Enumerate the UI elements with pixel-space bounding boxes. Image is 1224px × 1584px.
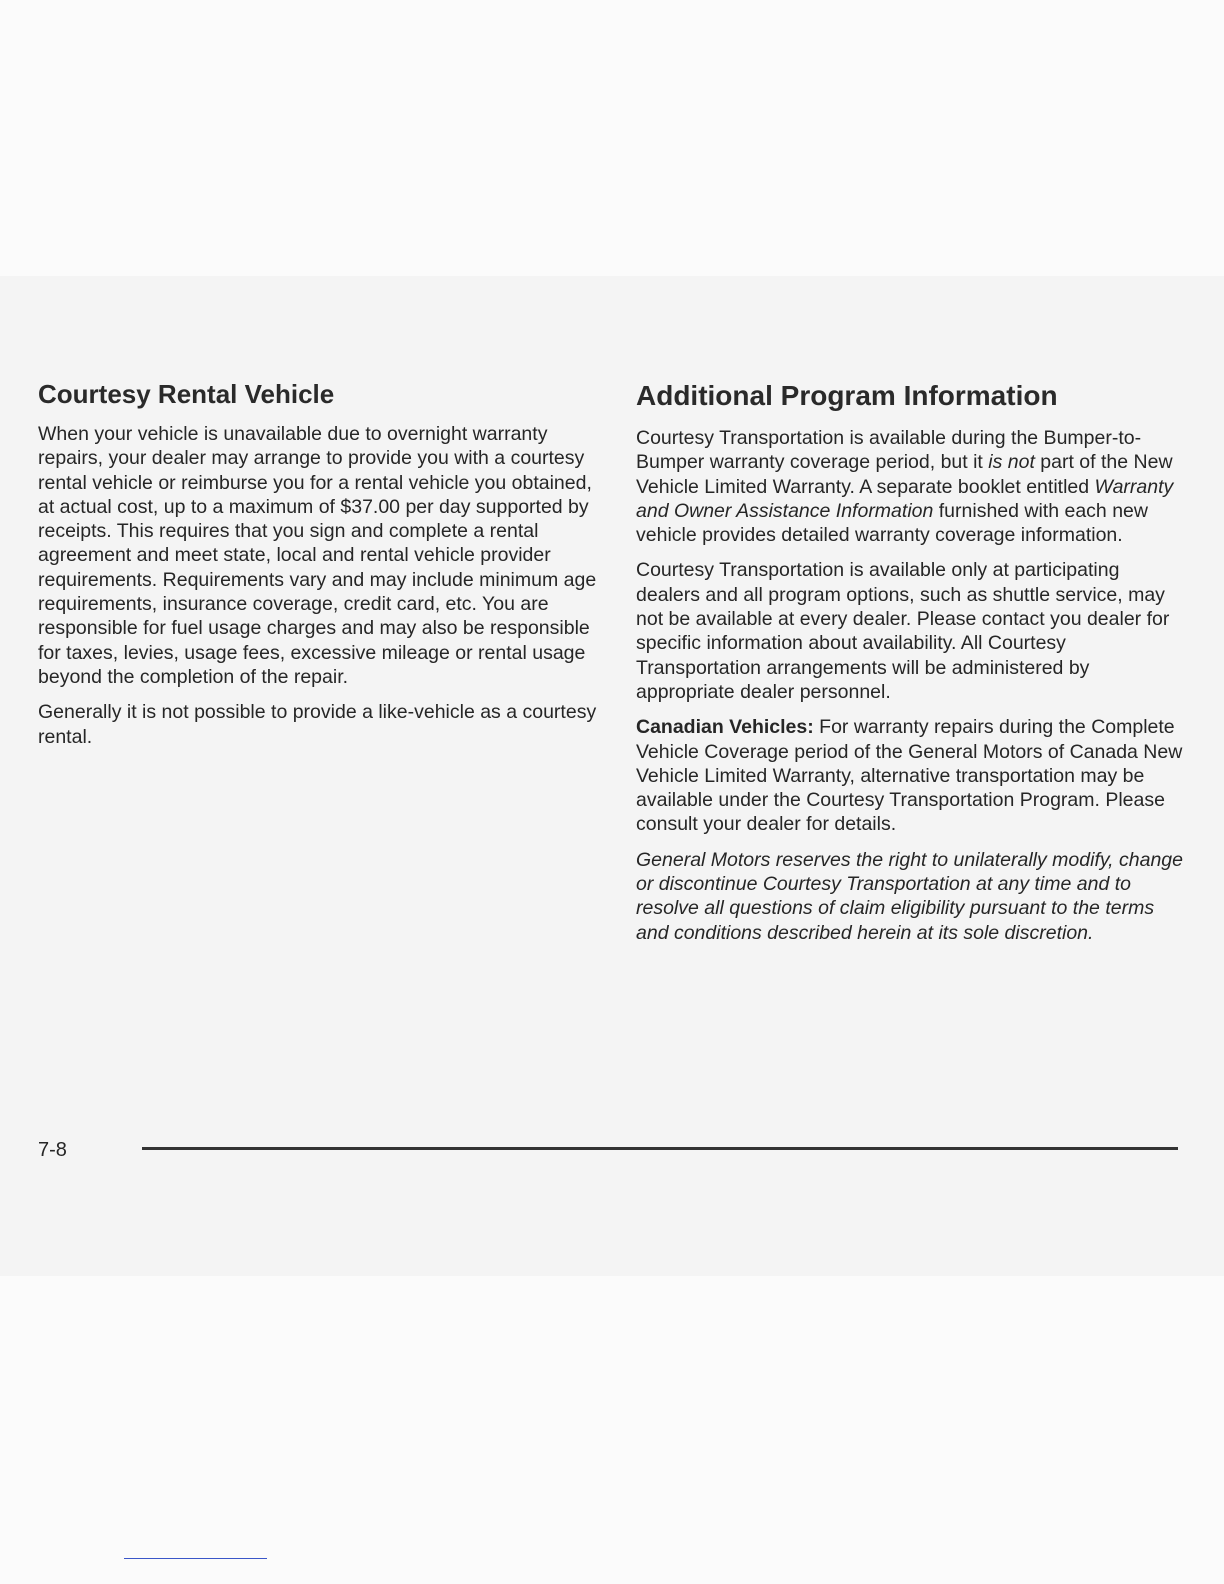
additional-program-heading: Additional Program Information: [636, 380, 1058, 411]
coverage-text-a: Courtesy Transportation is available during the Bumper-to-Bumper warranty coverage period, but it: [636, 427, 1142, 474]
canadian-vehicles-label: Canadian Vehicles:: [636, 716, 814, 739]
coverage-text-b: part of the New Vehicle Limited Warranty. A separate booklet entitled: [636, 451, 1173, 498]
coverage-paragraph: [636, 426, 1184, 547]
participating-dealers-paragraph: Courtesy Transportation is available only at participating dealers and all program options, such as shuttle service, may not be available at every dealer. Please contact you dealer for specific information about availability. All Courtesy Transportation arrangements will be administered by appropriate dealer personnel.: [636, 559, 1170, 703]
coverage-text-c: furnished with each new vehicle provides detailed warranty coverage information.: [636, 499, 1148, 547]
courtesy-rental-heading: Courtesy Rental Vehicle: [38, 379, 335, 409]
page-number: 7-8: [38, 1139, 67, 1161]
like-vehicle-paragraph: Generally it is not possible to provide a like-vehicle as a courtesy rental.: [38, 701, 597, 748]
canadian-vehicles-text: For warranty repairs during the Complete Vehicle Coverage period of the General Motors of Canada New Vehicle Limited Warranty, alternative transportation may be available under the Courtesy Transportation Program. Please consult your dealer for details.: [636, 716, 1183, 836]
gm-reserves-paragraph: General Motors reserves the right to unilaterally modify, change or discontinue Courtesy Transportation at any time and to resolve all questions of claim eligibility pursuant to the terms and conditions described herein at its sole discretion.: [636, 848, 1183, 944]
is-not-emphasis: is not: [988, 451, 1035, 474]
right-column: [636, 378, 1184, 956]
canadian-vehicles-paragraph: [636, 715, 1184, 836]
courtesy-rental-paragraph: When your vehicle is unavailable due to overnight warranty repairs, your dealer may arrange to provide you with a courtesy rental vehicle or reimburse you for a rental vehicle you obtained, at actual cost, up to a maximum of $37.00 per day supported by receipts. This requires that you sign and complete a rental agreement and meet state, local and rental vehicle provider requirements. Requirements vary and may include minimum age requirements, insurance coverage, credit card, etc. You are responsible for fuel usage charges and may also be responsible for taxes, levies, usage fees, excessive mileage or rental usage beyond the completion of the repair.: [38, 423, 597, 688]
left-column: [38, 378, 598, 760]
booklet-title: Warranty and Owner Assistance Information: [636, 475, 1174, 522]
bottom-link-underline: [124, 1558, 267, 1559]
footer-divider: [142, 1147, 1178, 1150]
